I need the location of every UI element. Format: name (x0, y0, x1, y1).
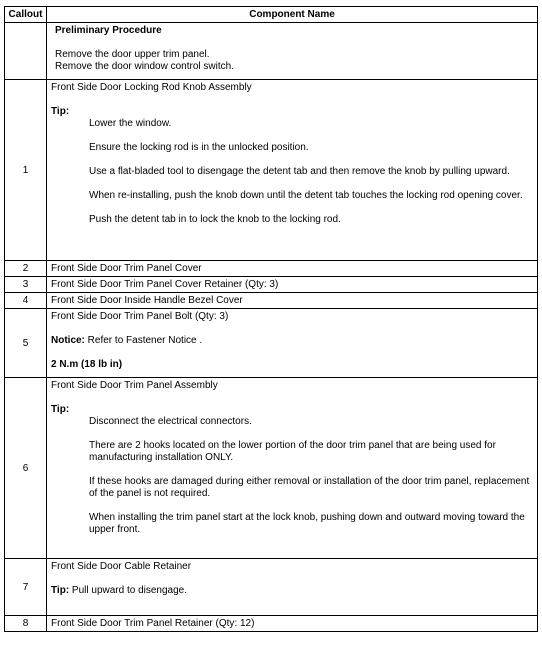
callout-cell: 6 (5, 378, 47, 559)
callout-cell: 3 (5, 277, 47, 293)
table-row (5, 261, 538, 277)
tip-text: Use a flat-bladed tool to disengage the detent tab and then remove the knob by pulling upward. (89, 166, 510, 177)
component-name: Front Side Door Trim Panel Cover Retainer (Qty: 3) (47, 277, 538, 293)
callout-header: Callout (5, 7, 47, 23)
callout-cell: 5 (5, 309, 47, 378)
table-row (5, 378, 538, 559)
tip-text: When installing the trim panel start at the lock knob, pushing down and outward moving toward the upper front. (89, 512, 525, 535)
tip-text: Disconnect the electrical connectors. (89, 416, 252, 427)
component-header: Component Name (47, 7, 538, 23)
table-row (5, 559, 538, 616)
preliminary-title: Preliminary Procedure (55, 25, 162, 36)
table-row (5, 80, 538, 261)
tip-text: When re-installing, push the knob down until the detent tab touches the locking rod opening cover. (89, 190, 523, 201)
preliminary-callout (5, 23, 47, 80)
tip-label: Tip: (51, 106, 70, 117)
component-name: Front Side Door Trim Panel Retainer (Qty: 12) (47, 616, 538, 632)
preliminary-row (5, 23, 538, 80)
preliminary-line: Remove the door upper trim panel. (55, 49, 210, 60)
callout-cell: 2 (5, 261, 47, 277)
component-name: Front Side Door Locking Rod Knob Assembly (51, 82, 252, 93)
component-name: Front Side Door Cable Retainer (51, 561, 192, 572)
tip-label: Tip: (51, 404, 70, 415)
callout-cell: 4 (5, 293, 47, 309)
tip (51, 585, 533, 597)
callout-cell: 1 (5, 80, 47, 261)
tip-text: Ensure the locking rod is in the unlocked position. (89, 142, 309, 153)
notice-text: Refer to Fastener Notice . (84, 335, 203, 346)
tip-text: Pull upward to disengage. (69, 585, 188, 596)
header-row (5, 7, 538, 23)
tip-text: There are 2 hooks located on the lower portion of the door trim panel that are being used for manufacturing installation ONLY. (89, 440, 496, 463)
component-cell (47, 80, 538, 261)
table-row (5, 309, 538, 378)
component-name: Front Side Door Inside Handle Bezel Cover (47, 293, 538, 309)
component-cell (47, 378, 538, 559)
component-name: Front Side Door Trim Panel Cover (47, 261, 538, 277)
component-name: Front Side Door Trim Panel Bolt (Qty: 3) (51, 311, 229, 322)
preliminary-cell (47, 23, 538, 80)
torque-spec: 2 N.m (18 lb in) (51, 359, 123, 370)
component-cell (47, 559, 538, 616)
table-row (5, 277, 538, 293)
tip-label: Tip: (51, 585, 70, 596)
callout-cell: 8 (5, 616, 47, 632)
procedure-table (4, 6, 538, 632)
tip-text: Push the detent tab in to lock the knob to the locking rod. (89, 214, 341, 225)
table-row (5, 616, 538, 632)
preliminary-line: Remove the door window control switch. (55, 61, 234, 72)
tip-text: Lower the window. (89, 118, 172, 129)
notice-label: Notice: (51, 335, 85, 346)
component-name: Front Side Door Trim Panel Assembly (51, 380, 218, 391)
callout-cell: 7 (5, 559, 47, 616)
table-row (5, 293, 538, 309)
component-cell (47, 309, 538, 378)
tip-text: If these hooks are damaged during either removal or installation of the door trim panel, replacement of the panel is not required. (89, 476, 530, 499)
notice (51, 335, 533, 347)
